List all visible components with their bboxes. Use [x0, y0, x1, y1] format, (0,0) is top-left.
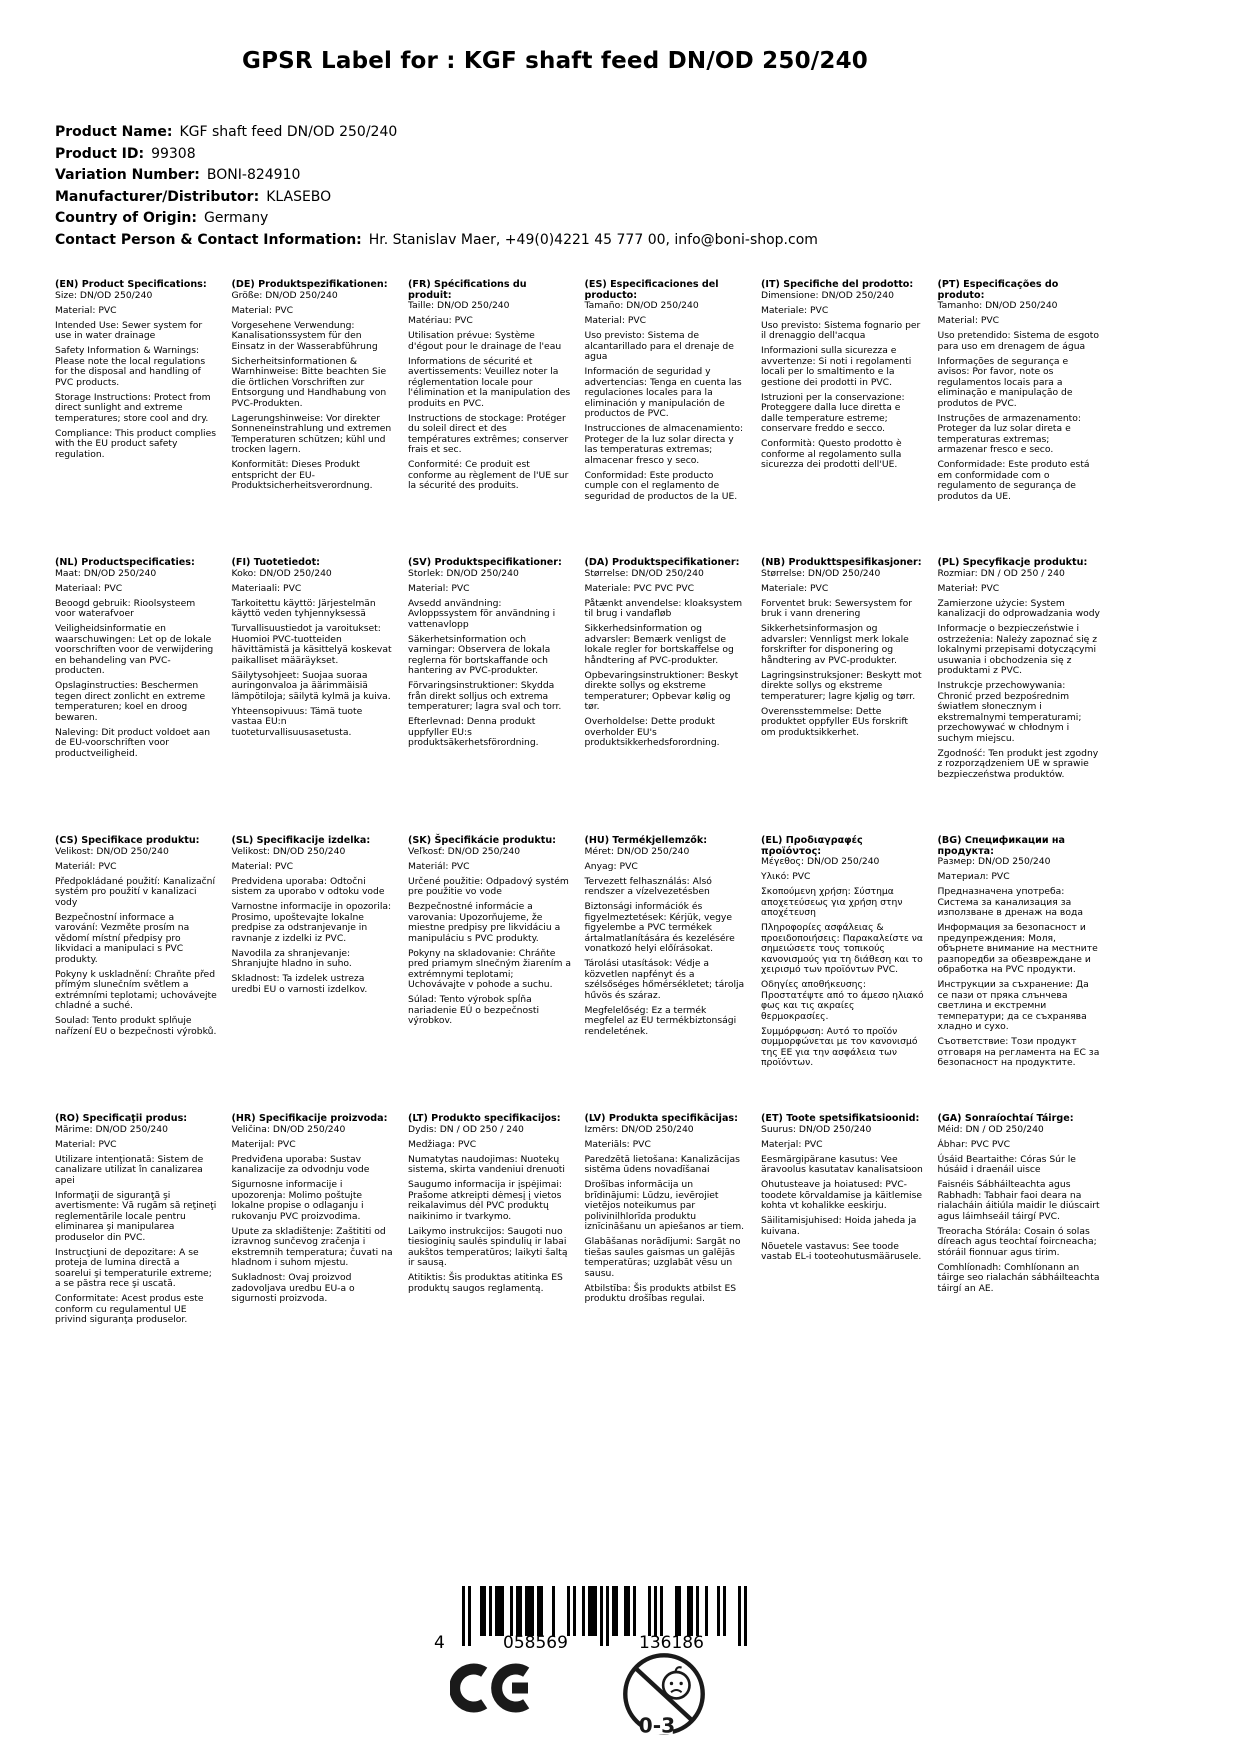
spec-cell-heading: (FR) Spécifications du produit: [408, 279, 527, 301]
spec-paragraph: Storage Instructions: Protect from direct sunlight and extreme temperatures; store cool and dry. [55, 391, 211, 424]
spec-paragraph: Bezpečnostné informácie a varovania: Upozorňujeme, že miestne predpisy pre likvidáciu a manipuláciu s PVC produkty. [408, 901, 561, 944]
spec-cell-sl [232, 836, 396, 1114]
spec-paragraph: Upute za skladištenje: Zaštititi od izravnog sunčevog zračenja i ekstremnih temperatura; čuvati na hladnom i suhom mjestu. [231, 1225, 393, 1268]
spec-paragraph: Instrucţiuni de depozitare: A se proteja de lumina directă a soarelui şi temperaturile extreme; a se păstra rece şi uscată. [55, 1246, 212, 1289]
info-row [55, 187, 818, 209]
spec-paragraph: Tárolási utasítások: Védje a közvetlen napfényt és a szélsőséges hőmérsékletet; tárolja hűvös és száraz. [584, 958, 745, 1001]
spec-cell-hr [232, 1114, 396, 1392]
spec-paragraph: Instrukcje przechowywania: Chronić przed bezpośrednim światłem słonecznym i ekstremalnymi temperaturami; przechowywać w chłodnym i suchym miejscu. [937, 680, 1082, 744]
spec-paragraph: Predviđena uporaba: Sustav kanalizacije za odvodnju vode [231, 1153, 370, 1175]
spec-paragraph: Předpokládané použití: Kanalizační systém pro použití v kanalizaci vody [55, 875, 216, 908]
spec-paragraph: Säkerhetsinformation och varningar: Observera de lokala reglerna för bortskaffande och hantering av PVC-produkter. [408, 633, 551, 676]
spec-paragraph: Sukladnost: Ovaj proizvod zadovoljava uredbu EU-a o sigurnosti proizvoda. [231, 1272, 355, 1304]
spec-paragraph: Yhteensopivuus: Tämä tuote vastaa EU:n tuoteturvallisuusasetusta. [231, 705, 363, 738]
spec-paragraph: Instructions de stockage: Protéger du soleil direct et des températures extrêmes; conserver frais et sec. [408, 412, 569, 455]
spec-paragraph: Veľkosť: DN/OD 250/240 [408, 845, 521, 857]
spec-paragraph: Utilisation prévue: Système d'égout pour le drainage de l'eau [408, 330, 562, 352]
spec-cell-heading: (DE) Produktspezifikationen: [231, 279, 388, 290]
spec-cell-heading: (DA) Produktspecifikationer: [584, 557, 740, 568]
spec-paragraph: Bezpečnostní informace a varování: Vezměte prosím na vědomí místní předpisy pro likvidaci a manipulaci s PVC produkty. [55, 911, 190, 965]
spec-cell-hu [585, 836, 749, 1114]
spec-paragraph: Forventet bruk: Sewersystem for bruk i vann drenering [761, 597, 913, 619]
spec-paragraph: Laikymo instrukcijos: Saugoti nuo tiesioginių saulės spindulių ir labai aukštos temperatūros; laikyti šaltą ir sausą. [408, 1225, 568, 1268]
spec-paragraph: Предназначена употреба: Система за канализация за използване в дренаж на вода [937, 886, 1083, 918]
spec-cell-heading: (FI) Tuotetiedot: [231, 557, 320, 568]
spec-paragraph: Instrucciones de almacenamiento: Proteger de la luz solar directa y las temperaturas extremas; almacenar fresco y seco. [584, 423, 744, 466]
spec-paragraph: Sigurnosne informacije i upozorenja: Molimo poštujte lokalne propise o odlaganju i rukovanju PVC proizvodima. [231, 1179, 364, 1222]
info-label: Variation Number: [55, 167, 200, 183]
spec-paragraph: Material: PVC [55, 1138, 117, 1150]
spec-paragraph: Biztonsági információk és figyelmeztetések: Kérjük, vegye figyelembe a PVC termékek ártalmatlanítására és kezelésére vonatkozó helyi előírásokat. [584, 901, 735, 954]
info-row [55, 208, 818, 230]
spec-paragraph: Tamaño: DN/OD 250/240 [584, 300, 699, 311]
info-label: Product ID: [55, 145, 145, 162]
spec-paragraph: Méid: DN / OD 250/240 [937, 1123, 1044, 1135]
spec-paragraph: Informações de segurança e avisos: Por favor, note os regulamentos locais para a eliminação e manipulação de produtos de PVC. [937, 355, 1073, 409]
spec-paragraph: Storlek: DN/OD 250/240 [408, 567, 519, 579]
spec-cell-heading: (SV) Produktspecifikationer: [408, 557, 562, 568]
spec-paragraph: Material: PVC [408, 582, 470, 594]
info-value: KGF shaft feed DN/OD 250/240 [179, 124, 398, 140]
spec-paragraph: Σκοπούμενη χρήση: Σύστημα αποχετεύσεως για χρήση στην αποχέτευση [761, 886, 903, 918]
info-label: Manufacturer/Distributor: [55, 188, 260, 205]
age-warning-text: 0-3 [638, 1713, 676, 1738]
spec-cell-da [585, 558, 749, 836]
spec-paragraph: Nõuetele vastavus: See toode vastab EL-i tooteohutusmäärusele. [761, 1240, 922, 1262]
spec-paragraph: Informations de sécurité et avertissements: Veuillez noter la réglementation locale pour l'élimination et la manipulation des produits en PVC. [408, 355, 571, 409]
spec-paragraph: Информация за безопасност и предупреждения: Моля, обърнете внимание на местните разпоредби за обезвреждане и обработка на PVC продукти. [937, 922, 1098, 975]
spec-paragraph: Material: PVC [937, 315, 1000, 326]
spec-paragraph: Material: PVC [55, 304, 117, 316]
info-label: Country of Origin: [55, 210, 197, 226]
spec-paragraph: Veličina: DN/OD 250/240 [231, 1123, 346, 1135]
spec-cell-ga [938, 1114, 1102, 1392]
spec-paragraph: Eesmärgipärane kasutus: Vee äravoolus kasutatav kanalisatsioon [761, 1153, 923, 1175]
info-value: Germany [204, 210, 269, 226]
spec-paragraph: Размер: DN/OD 250/240 [937, 856, 1051, 867]
spec-cell-heading: (HU) Termékjellemzők: [584, 835, 708, 846]
spec-paragraph: Istruzioni per la conservazione: Proteggere dalla luce diretta e dalle temperature estreme; conservare freddo e secco. [761, 391, 905, 434]
spec-paragraph: Predvidena uporaba: Odtočni sistem za uporabo v odtoku vode [231, 875, 385, 897]
spec-paragraph: Materijal: PVC [231, 1138, 296, 1150]
barcode-group1-digits: 058569 [503, 1633, 568, 1653]
spec-paragraph: Pokyny k uskladnění: Chraňte před přímým slunečním světlem a extrémními teplotami; uchovávejte chladné a suché. [55, 968, 217, 1011]
spec-cell-pl [938, 558, 1102, 836]
spec-paragraph: Инструкции за съхранение: Да се пази от пряка слънчева светлина и екстремни температури; да се съхранява хладно и сухо. [937, 979, 1089, 1032]
spec-paragraph: Material: PVC [584, 315, 647, 326]
info-value: BONI-824910 [206, 167, 301, 183]
spec-paragraph: Rozmiar: DN / OD 250 / 240 [937, 567, 1065, 579]
spec-paragraph: Faisnéis Sábháilteachta agus Rabhadh: Tabhair faoi deara na rialacháin áitiúla maidir le diúscairt agus láimhseáil táirgí PVC. [937, 1179, 1100, 1222]
spec-paragraph: Υλικό: PVC [761, 871, 811, 882]
spec-paragraph: Méret: DN/OD 250/240 [584, 845, 690, 857]
spec-paragraph: Varnostne informacije in opozorila: Prosimo, upoštevajte lokalne predpise za odstranjevanje in ravnanje z izdelki iz PVC. [231, 901, 392, 944]
spec-paragraph: Dimensione: DN/OD 250/240 [761, 289, 894, 301]
barcode-left-digit: 4 [434, 1633, 445, 1653]
spec-paragraph: Conformità: Questo prodotto è conforme al regolamento sulla sicurezza dei prodotti dell'UE. [761, 438, 902, 470]
info-value: Hr. Stanislav Maer, +49(0)4221 45 777 00, info@boni-shop.com [368, 231, 818, 248]
spec-paragraph: Ábhar: PVC PVC [937, 1138, 1011, 1150]
spec-paragraph: Overholdelse: Dette produkt overholder EU's produktsikkerhedsforordning. [584, 716, 720, 748]
spec-cell-pt [938, 280, 1102, 558]
spec-paragraph: Conformité: Ce produit est conforme au règlement de l'UE sur la sécurité des produits. [408, 459, 569, 491]
spec-paragraph: Materiál: PVC [408, 860, 470, 872]
spec-paragraph: Μέγεθος: DN/OD 250/240 [761, 856, 880, 867]
spec-paragraph: Atitiktis: Šis produktas atitinka ES produktų saugos reglamentą. [408, 1272, 563, 1294]
spec-paragraph: Megfelelőség: Ez a termék megfelel az EU termékbiztonsági rendeletének. [584, 1004, 737, 1037]
spec-paragraph: Säilytysohjeet: Suojaa suoraa auringonvaloa ja äärimmäisiä lämpötiloja; säilytä kylmä ja kuiva. [231, 669, 391, 702]
spec-paragraph: Turvallisuustiedot ja varoitukset: Huomioi PVC-tuotteiden hävittämistä ja käsittelyä koskevat paikalliset määräykset. [231, 623, 392, 666]
spec-paragraph: Naleving: Dit product voldoet aan de EU-voorschriften voor productveiligheid. [55, 726, 211, 759]
spec-paragraph: Uso previsto: Sistema fognario per il drenaggio dell'acqua [761, 319, 921, 341]
spec-paragraph: Sikkerhedsinformation og advarsler: Bemærk venligst de lokale regler for bortskaffelse og håndtering af PVC-produkter. [584, 623, 734, 666]
spec-paragraph: Materiale: PVC [761, 304, 829, 316]
info-row [55, 122, 818, 144]
spec-paragraph: Izmērs: DN/OD 250/240 [584, 1123, 694, 1135]
ce-mark-icon [450, 1662, 534, 1720]
spec-paragraph: Informazioni sulla sicurezza e avvertenze: Si noti i regolamenti locali per lo smaltimento e la gestione dei prodotti in PVC. [761, 345, 912, 388]
spec-paragraph: Súlad: Tento výrobok spĺňa nariadenie EÚ o bezpečnosti výrobkov. [408, 994, 540, 1026]
spec-cell-heading: (RO) Specificaţii produs: [55, 1113, 188, 1124]
spec-paragraph: Uso previsto: Sistema de alcantarillado para el drenaje de agua [584, 330, 734, 362]
spec-cell-heading: (PL) Specyfikacje produktu: [937, 557, 1088, 568]
spec-paragraph: Tamanho: DN/OD 250/240 [937, 300, 1058, 311]
spec-paragraph: Numatytas naudojimas: Nuotekų sistema, skirta vandeniui drenuoti [408, 1153, 565, 1175]
info-value: 99308 [151, 145, 196, 162]
spec-paragraph: Lagringsinstruksjoner: Beskytt mot direkte sollys og ekstreme temperaturer; lagre kjølig og tørr. [761, 669, 922, 702]
spec-paragraph: Größe: DN/OD 250/240 [231, 289, 338, 301]
spec-paragraph: Suurus: DN/OD 250/240 [761, 1123, 872, 1135]
spec-paragraph: Comhlíonadh: Comhlíonann an táirge seo rialachán sábháilteachta táirgí an AE. [937, 1261, 1100, 1294]
info-label: Product Name: [55, 124, 173, 140]
spec-cell-heading: (HR) Specifikacije proizvoda: [231, 1113, 388, 1124]
spec-paragraph: Soulad: Tento produkt splňuje nařízení EU o bezpečnosti výrobků. [55, 1015, 217, 1037]
spec-paragraph: Størrelse: DN/OD 250/240 [761, 567, 881, 579]
spec-paragraph: Navodila za shranjevanje: Shranjujte hladno in suho. [231, 947, 352, 969]
spec-paragraph: Материал: PVC [937, 871, 1010, 882]
spec-paragraph: Materiál: PVC [55, 860, 117, 872]
page-title: GPSR Label for : KGF shaft feed DN/OD 250/240 [241, 48, 868, 74]
spec-cell-heading: (LT) Produkto specifikacijos: [408, 1113, 561, 1124]
spec-cell-en [55, 280, 219, 558]
info-value: KLASEBO [266, 188, 332, 205]
spec-paragraph: Съответствие: Този продукт отговаря на регламента на ЕС за безопасност на продуктите. [937, 1036, 1100, 1068]
product-info-block [55, 122, 818, 251]
spec-paragraph: Intended Use: Sewer system for use in water drainage [55, 319, 203, 341]
spec-cell-el [761, 836, 925, 1114]
spec-paragraph: Zgodność: Ten produkt jest zgodny z rozporządzeniem UE w sprawie bezpieczeństwa produktów. [937, 747, 1099, 780]
spec-paragraph: Πληροφορίες ασφάλειας & προειδοποιήσεις: Παρακαλείστε να σημειώσετε τους τοπικούς κανονισμούς για τη διάθεση και το χειρισμό των προϊόντων PVC. [761, 922, 923, 975]
spec-paragraph: Glabāšanas norādījumi: Sargāt no tiešas saules gaismas un galējās temperatūras; uzglabāt vēsu un sausu. [584, 1236, 741, 1279]
spec-paragraph: Skladnost: Ta izdelek ustreza uredbi EU o varnosti izdelkov. [231, 973, 368, 995]
spec-paragraph: Velikost: DN/OD 250/240 [55, 845, 169, 857]
spec-cell-heading: (EN) Product Specifications: [55, 279, 207, 290]
spec-paragraph: Material: PVC [231, 304, 294, 316]
info-row [55, 230, 818, 252]
spec-paragraph: Zamierzone użycie: System kanalizacji do odprowadzania wody [937, 597, 1100, 619]
spec-paragraph: Material: PVC [231, 860, 294, 872]
spec-paragraph: Información de seguridad y advertencias: Tenga en cuenta las regulaciones locales para la eliminación y manipulación de productos de PVC. [584, 366, 742, 419]
spec-paragraph: Materiaali: PVC [231, 582, 302, 594]
spec-paragraph: Conformidad: Este producto cumple con el reglamento de seguridad de productos de la UE. [584, 469, 738, 502]
spec-paragraph: Uso pretendido: Sistema de esgoto para uso em drenagem de água [937, 330, 1099, 352]
spec-cell-nl [55, 558, 219, 836]
spec-cell-heading: (IT) Specifiche del prodotto: [761, 279, 914, 290]
spec-paragraph: Sicherheitsinformationen & Warnhinweise: Bitte beachten Sie die örtlichen Vorschriften zur Entsorgung und Handhabung von PVC-Produkten. [231, 355, 387, 409]
spec-paragraph: Lagerungshinweise: Vor direkter Sonneneinstrahlung und extremen Temperaturen schützen; kühl und trocken lagern. [231, 412, 392, 455]
spec-paragraph: Informacje o bezpieczeństwie i ostrzeżenia: Należy zapoznać się z lokalnymi przepisami dotyczącymi usuwania i obchodzenia się z produktami z PVC. [937, 623, 1098, 676]
spec-paragraph: Opbevaringsinstruktioner: Beskyt direkte sollys og ekstreme temperaturer; Opbevar kølig og tør. [584, 669, 739, 712]
spec-paragraph: Οδηγίες αποθήκευσης: Προστατέψτε από το άμεσο ηλιακό φως και τις ακραίες θερμοκρασίες. [761, 979, 924, 1022]
spec-paragraph: Drošības informācija un brīdinājumi: Lūdzu, ievērojiet vietējos noteikumus par polivinilhlorīda produktu iznīcināšanu un apiešanos ar tiem. [584, 1179, 745, 1232]
spec-cell-cs [55, 836, 219, 1114]
spec-cell-heading: (SK) Špecifikácie produktu: [408, 835, 557, 846]
spec-paragraph: Materiaal: PVC [55, 582, 123, 594]
spec-paragraph: Pokyny na skladovanie: Chráňte pred priamym slnečným žiarením a extrémnymi teplotami; Uchovávajte v pohode a suchu. [408, 947, 571, 990]
spec-cell-lt [408, 1114, 572, 1392]
spec-paragraph: Påtænkt anvendelse: kloaksystem til brug i vandafløb [584, 597, 743, 619]
spec-paragraph: Vorgesehene Verwendung: Kanalisationssystem für den Einsatz in der Wasserabführung [231, 319, 378, 352]
spec-cell-heading: (SL) Specifikacije izdelka: [231, 835, 371, 846]
spec-paragraph: Overensstemmelse: Dette produktet oppfyller EUs forskrift om produktsikkerhet. [761, 705, 909, 738]
barcode-group2-digits: 136186 [639, 1633, 704, 1653]
spec-cell-fi [232, 558, 396, 836]
spec-paragraph: Dydis: DN / OD 250 / 240 [408, 1123, 524, 1135]
spec-paragraph: Förvaringsinstruktioner: Skydda från direkt solljus och extrema temperaturer; lagra sval och torr. [408, 680, 562, 712]
spec-paragraph: Conformitate: Acest produs este conform cu regulamentul UE privind siguranţa produselor. [55, 1293, 204, 1325]
spec-paragraph: Treoracha Stórála: Cosain ó solas díreach agus teochtaí foircneacha; stóráil fionnuar agus tirim. [937, 1225, 1097, 1258]
spec-paragraph: Velikost: DN/OD 250/240 [231, 845, 346, 857]
spec-cell-heading: (EL) Προδιαγραφές προϊόντος: [761, 835, 863, 857]
spec-paragraph: Instruções de armazenamento: Proteger da luz solar direta e temperaturas extremas; armazenar fresco e seco. [937, 412, 1081, 455]
spec-paragraph: Opslaginstructies: Beschermen tegen direct zonlicht en extreme temperaturen; koel en droog bewaren. [55, 680, 206, 723]
spec-paragraph: Saugumo informacija ir įspėjimai: Prašome atkreipti dėmesį į vietos reikalavimus dėl PVC produktų naikinimo ir tvarkymo. [408, 1179, 562, 1222]
spec-grid [55, 280, 1101, 1392]
spec-paragraph: Atbilstība: Šis produkts atbilst ES produktu drošības regulai. [584, 1282, 737, 1304]
spec-paragraph: Mărime: DN/OD 250/240 [55, 1123, 168, 1135]
spec-cell-ro [55, 1114, 219, 1392]
spec-paragraph: Úsáid Beartaithe: Córas Súr le húsáid i draenáil uisce [937, 1153, 1076, 1175]
spec-paragraph: Určené použitie: Odpadový systém pre použitie vo vode [408, 875, 569, 897]
spec-paragraph: Safety Information & Warnings: Please note the local regulations for the disposal and handling of PVC products. [55, 345, 206, 388]
spec-paragraph: Tervezett felhasználás: Alsó rendszer a vízelvezetésben [584, 875, 712, 897]
spec-cell-sv [408, 558, 572, 836]
spec-cell-heading: (NB) Produkttspesifikasjoner: [761, 557, 922, 568]
spec-paragraph: Medžiaga: PVC [408, 1138, 477, 1150]
spec-cell-sk [408, 836, 572, 1114]
spec-paragraph: Paredzētā lietošana: Kanalizācijas sistēma ūdens novadīšanai [584, 1153, 740, 1175]
spec-cell-heading: (CS) Specifikace produktu: [55, 835, 200, 846]
spec-cell-it [761, 280, 925, 558]
spec-cell-heading: (BG) Спецификации на продукта: [937, 835, 1066, 857]
spec-paragraph: Utilizare intenţionată: Sistem de canalizare utilizat în canalizarea apei [55, 1153, 204, 1186]
spec-paragraph: Taille: DN/OD 250/240 [408, 300, 510, 311]
spec-paragraph: Matériau: PVC [408, 315, 473, 326]
spec-paragraph: Materiale: PVC PVC PVC [584, 582, 695, 594]
spec-paragraph: Materiale: PVC [761, 582, 829, 594]
spec-cell-bg [938, 836, 1102, 1114]
spec-cell-et [761, 1114, 925, 1392]
spec-paragraph: Størrelse: DN/OD 250/240 [584, 567, 704, 579]
spec-cell-de [232, 280, 396, 558]
spec-paragraph: Συμμόρφωση: Αυτό το προϊόν συμμορφώνεται με τον κανονισμό της ΕΕ για την ασφάλεια των προϊόντων. [761, 1025, 918, 1068]
spec-cell-fr [408, 280, 572, 558]
spec-paragraph: Anyag: PVC [584, 860, 638, 872]
age-warning-0-3-icon [620, 1650, 708, 1738]
spec-paragraph: Maat: DN/OD 250/240 [55, 567, 157, 579]
spec-paragraph: Avsedd användning: Avloppssystem för användning i vattenavlopp [408, 597, 556, 630]
spec-paragraph: Materiāls: PVC [584, 1138, 651, 1150]
spec-cell-heading: (LV) Produkta specifikācijas: [584, 1113, 738, 1124]
spec-paragraph: Tarkoitettu käyttö: Järjestelmän käyttö veden tyhjennyksessä [231, 597, 376, 619]
spec-cell-heading: (ET) Toote spetsifikatsioonid: [761, 1113, 920, 1124]
spec-paragraph: Beoogd gebruik: Rioolsysteem voor waterafvoer [55, 597, 196, 619]
spec-paragraph: Materjal: PVC [761, 1138, 823, 1150]
spec-paragraph: Ohutusteave ja hoiatused: PVC-toodete kõrvaldamise ja käitlemise kohta vt kohalikke eeskirju. [761, 1179, 923, 1211]
spec-cell-nb [761, 558, 925, 836]
spec-cell-heading: (ES) Especificaciones del producto: [584, 279, 719, 301]
spec-paragraph: Sikkerhetsinformasjon og advarsler: Vennligst merk lokale forskrifter for disponering og håndtering av PVC-produkter. [761, 623, 909, 666]
spec-cell-heading: (GA) Sonraíochtaí Táirge: [937, 1113, 1074, 1124]
spec-paragraph: Materiał: PVC [937, 582, 1000, 594]
spec-paragraph: Säilitamisjuhised: Hoida jaheda ja kuivana. [761, 1215, 917, 1237]
spec-paragraph: Conformidade: Este produto está em conformidade com o regulamento de segurança de produtos da UE. [937, 459, 1090, 502]
info-row [55, 144, 818, 166]
spec-paragraph: Veiligheidsinformatie en waarschuwingen: Let op de lokale voorschriften voor de verwijdering en behandeling van PVC-producten. [55, 623, 214, 676]
spec-cell-heading: (NL) Productspecificaties: [55, 557, 195, 568]
spec-paragraph: Informaţii de siguranţă şi avertismente: Vă rugăm să reţineţi reglementările locale pentru eliminarea şi manipularea produselor din PVC. [55, 1189, 217, 1243]
spec-paragraph: Koko: DN/OD 250/240 [231, 567, 332, 579]
spec-cell-heading: (PT) Especificações do produto: [937, 279, 1059, 301]
spec-paragraph: Efterlevnad: Denna produkt uppfyller EU:s produktsäkerhetsförordning. [408, 716, 539, 748]
spec-cell-lv [585, 1114, 749, 1392]
spec-paragraph: Konformität: Dieses Produkt entspricht der EU-Produktsicherheitsverordnung. [231, 459, 373, 491]
spec-paragraph: Compliance: This product complies with the EU product safety regulation. [55, 427, 217, 460]
spec-paragraph: Size: DN/OD 250/240 [55, 289, 153, 301]
info-label: Contact Person & Contact Information: [55, 231, 362, 248]
spec-cell-es [585, 280, 749, 558]
info-row [55, 165, 818, 187]
